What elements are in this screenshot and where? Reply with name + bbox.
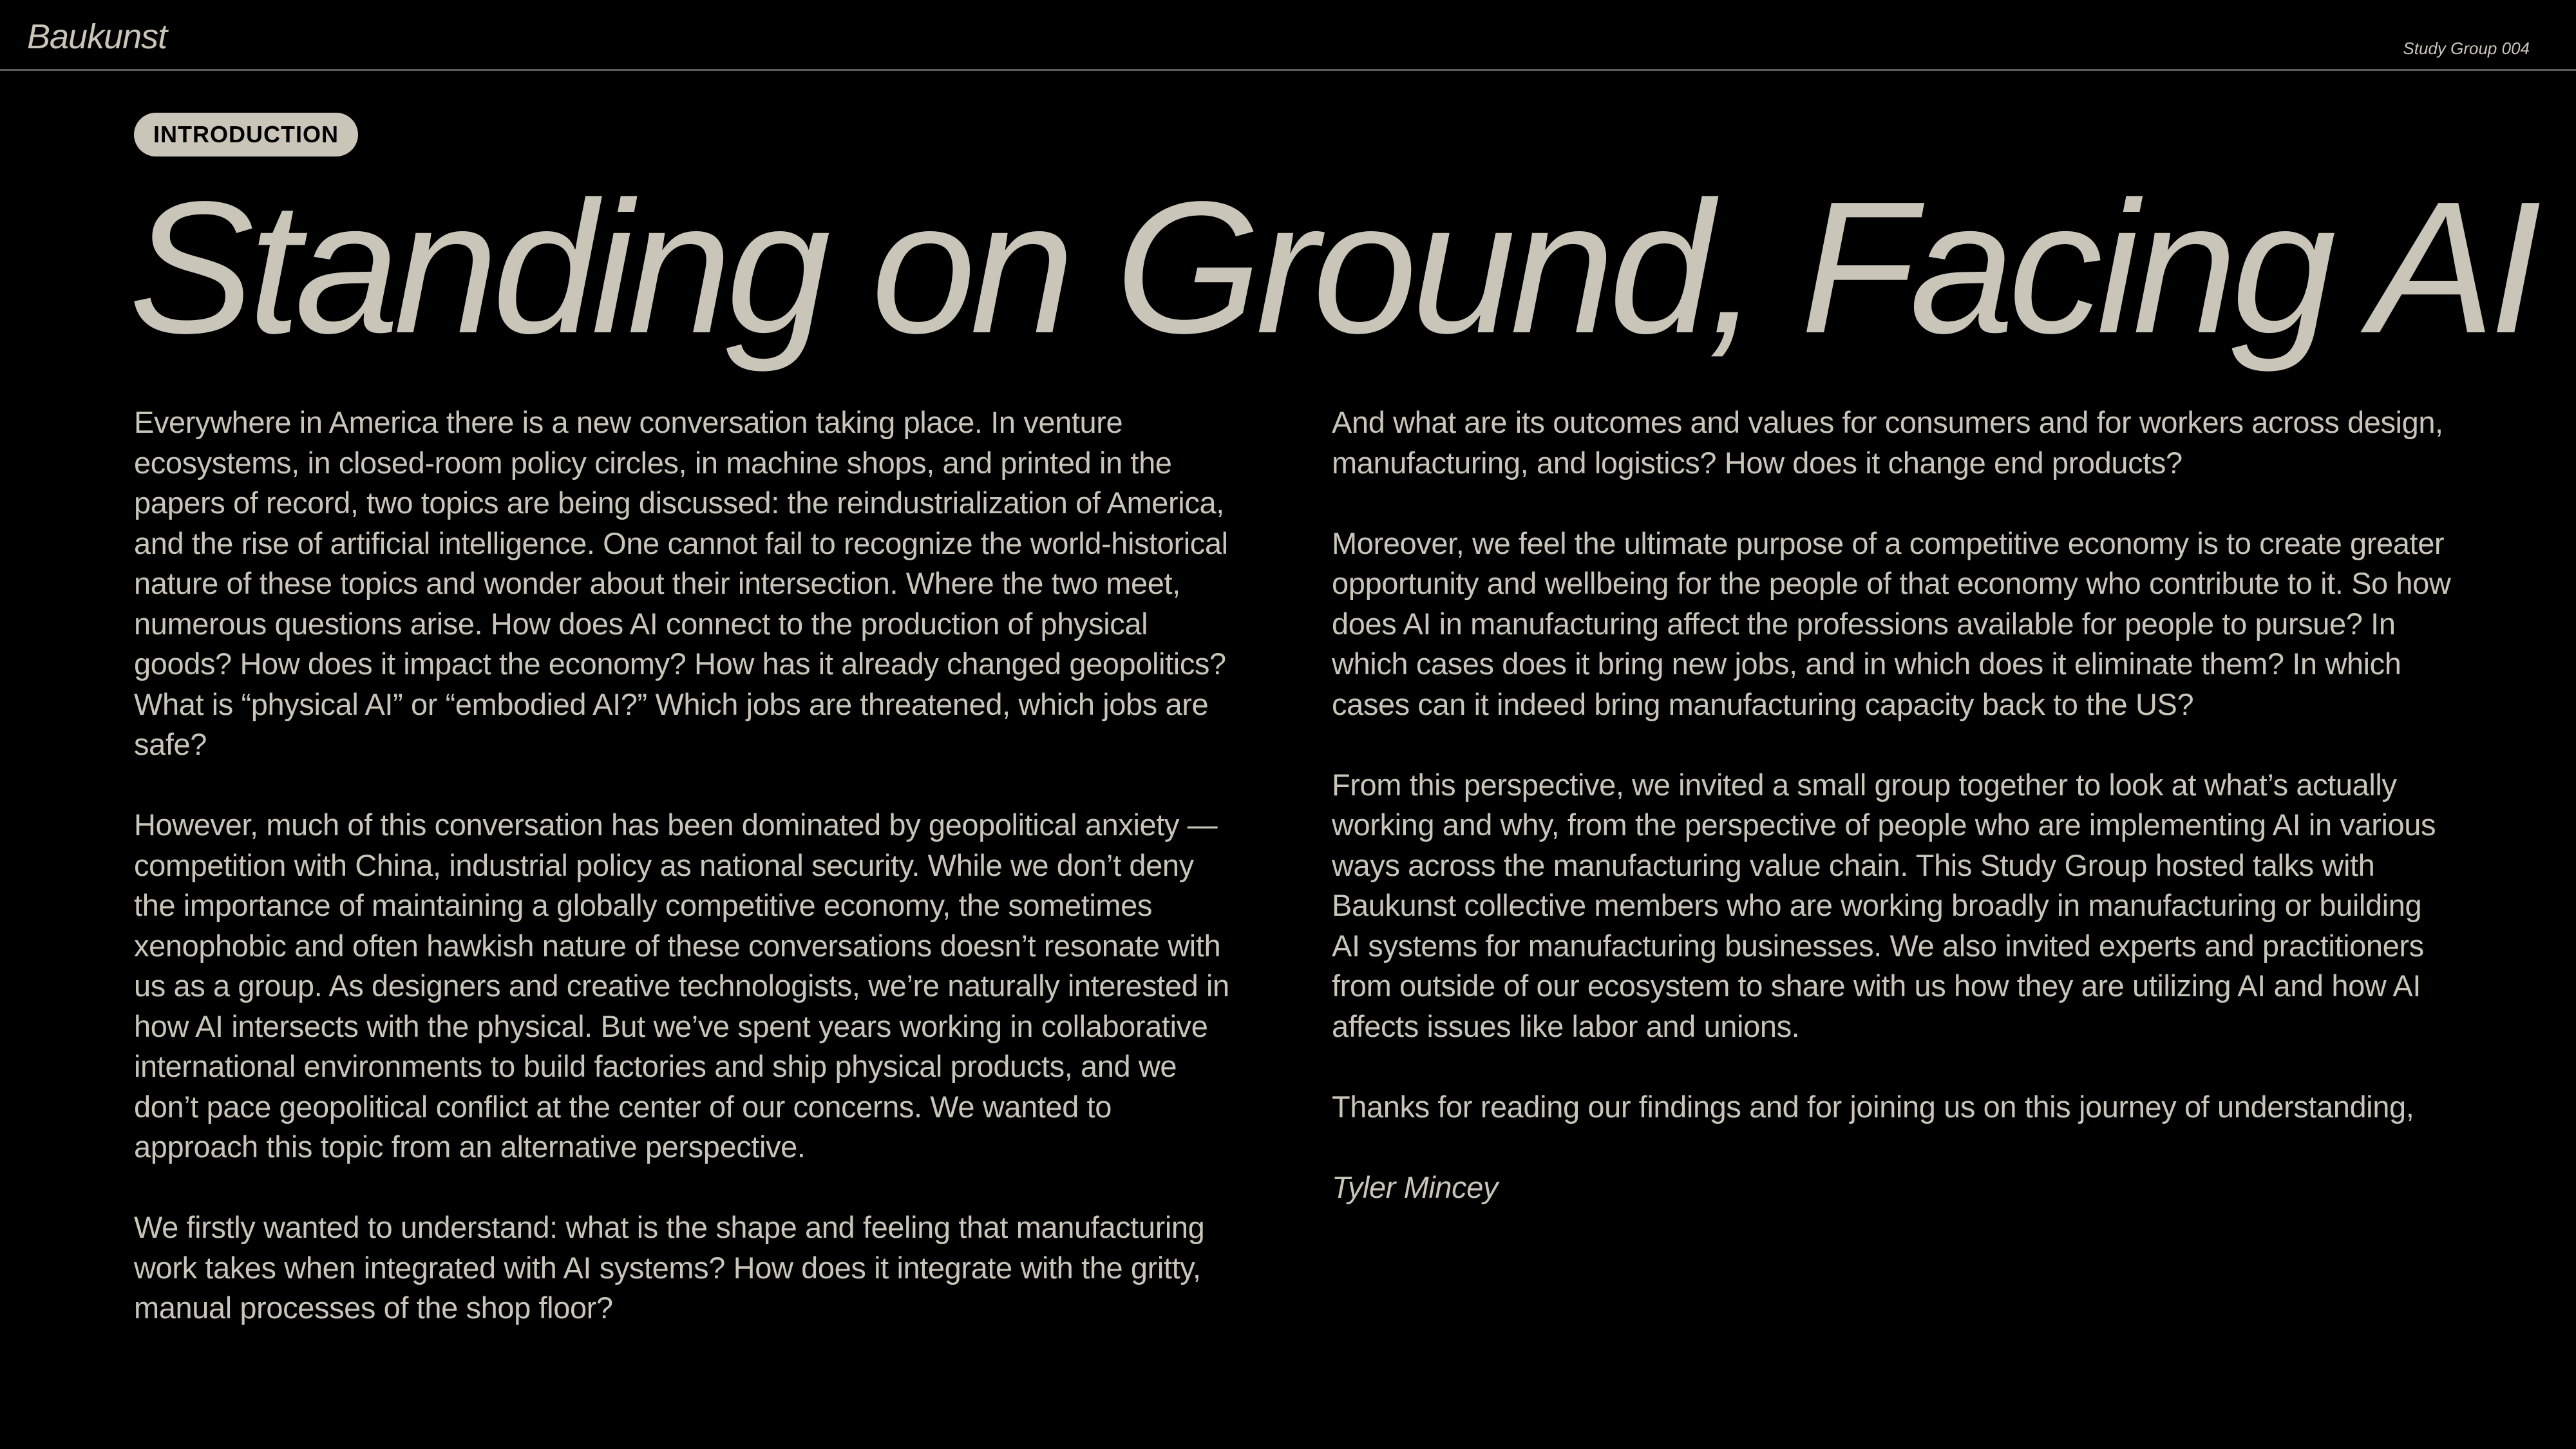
body-paragraph: Moreover, we feel the ultimate purpose of a competitive economy is to create greater opportunity and wellbeing for the people of that economy who contribute to it. So how does AI in manufacturing affect the professions available for people to pursue? In which cases does it bring new jobs, and in which does it eliminate them? In which cases can it indeed bring manufacturing capacity back to the US? [1332,526,2451,721]
left-column [134,402,1242,1368]
body-paragraph: Thanks for reading our findings and for joining us on this journey of understanding, [1332,1089,2414,1124]
body-paragraph: Everywhere in America there is a new conversation taking place. In venture ecosystems, in closed-room policy circles, in machine shops, and printed in the papers of record, two topics are being discussed: the reindustrialization of America, and the rise of artificial intelligence. One cannot fail to recognize the world-historical nature of these topics and wonder about their intersection. Where the two meet, numerous questions arise. How does AI connect to the production of physical goods? How does it impact the economy? How has it already changed geopolitics? What is “physical AI” or “embodied AI?” Which jobs are threatened, which jobs are safe? [134,405,1228,761]
brand-logo: Baukunst [27,17,167,56]
body-paragraph: And what are its outcomes and values for consumers and for workers across design, manufacturing, and logistics? How does it change end products? [1332,405,2443,480]
body-paragraph: From this perspective, we invited a small group together to look at what’s actually working and why, from the perspective of people who are implementing AI in various ways across the manufacturing value chain. This Study Group hosted talks with Baukunst collective members who are working broadly in manufacturing or building AI systems for manufacturing businesses. We also invited experts and practitioners from outside of our ecosystem to share with us how they are utilizing AI and how AI affects issues like labor and unions. [1332,767,2436,1043]
author-signature: Tyler Mincey [1332,1170,1499,1204]
study-group-label: Study Group 004 [2403,39,2530,58]
top-bar [0,0,2576,71]
page-title: Standing on Ground, Facing AI [129,162,2536,372]
body-paragraph: However, much of this conversation has been dominated by geopolitical anxiety —competition with China, industrial policy as national security. While we don’t deny the importance of maintaining a globally competitive economy, the sometimes xenophobic and often hawkish nature of these conversations doesn’t resonate with us as a group. As designers and creative technologists, we’re naturally interested in how AI intersects with the physical. But we’ve spent years working in collaborative international environments to build factories and ship physical products, and we don’t pace geopolitical conflict at the center of our concerns. We wanted to approach this topic from an alternative perspective. [134,808,1229,1164]
body-paragraph: We firstly wanted to understand: what is the shape and feeling that manufacturing work takes when integrated with AI systems? How does it integrate with the gritty, manual processes of the shop floor? [134,1210,1205,1325]
right-column [1332,402,2452,1248]
section-badge: INTRODUCTION [134,113,358,156]
